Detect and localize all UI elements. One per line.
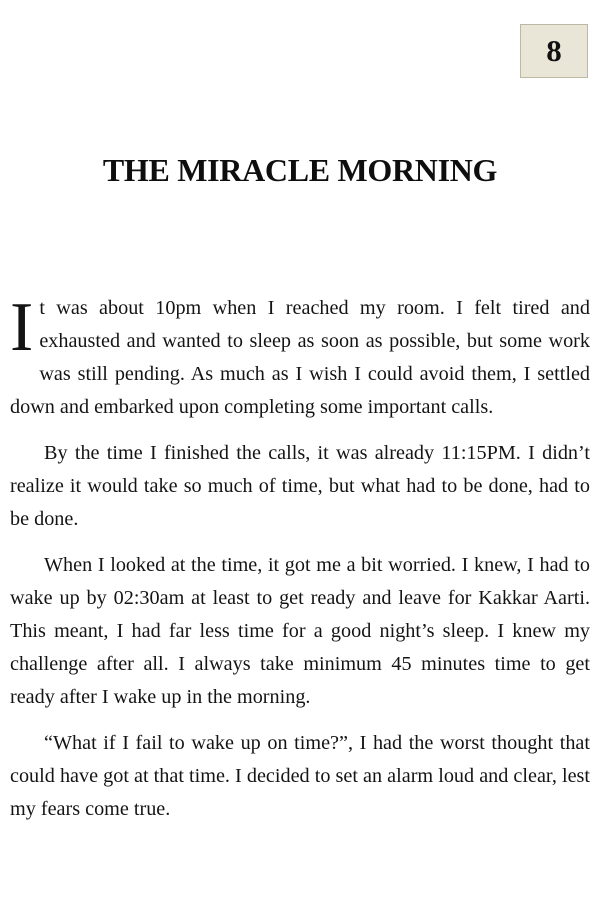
paragraph-4: “What if I fail to wake up on time?”, I had the worst thought that could have got at that time. I decided to set an alarm loud and clear, lest my fears come true. xyxy=(10,732,590,820)
paragraph-2: By the time I finished the calls, it was already 11:15PM. I didn’t realize it would take so much of time, but what had to be done, had to be done. xyxy=(10,442,590,530)
chapter-body xyxy=(10,289,590,839)
chapter-title: THE MIRACLE MORNING xyxy=(102,152,498,188)
paragraph-1-text: t was about 10pm when I reached my room. I felt tired and exhausted and wanted to sleep as soon as possible, but some work was still pending. As much as I wish I could avoid them, I settled down and embarked upon completing some important calls. xyxy=(10,297,590,418)
chapter-number: 8 xyxy=(546,33,562,68)
drop-cap-letter: I xyxy=(10,289,34,366)
paragraph-1 xyxy=(10,289,590,424)
chapter-number-box xyxy=(520,24,588,78)
paragraph-3: When I looked at the time, it got me a bit worried. I knew, I had to wake up by 02:30am at least to get ready and leave for Kakkar Aarti. This meant, I had far less time for a good night’s sleep. I knew my challenge after all. I always take minimum 45 minutes time to get ready after I wake up in the morning. xyxy=(10,554,590,708)
